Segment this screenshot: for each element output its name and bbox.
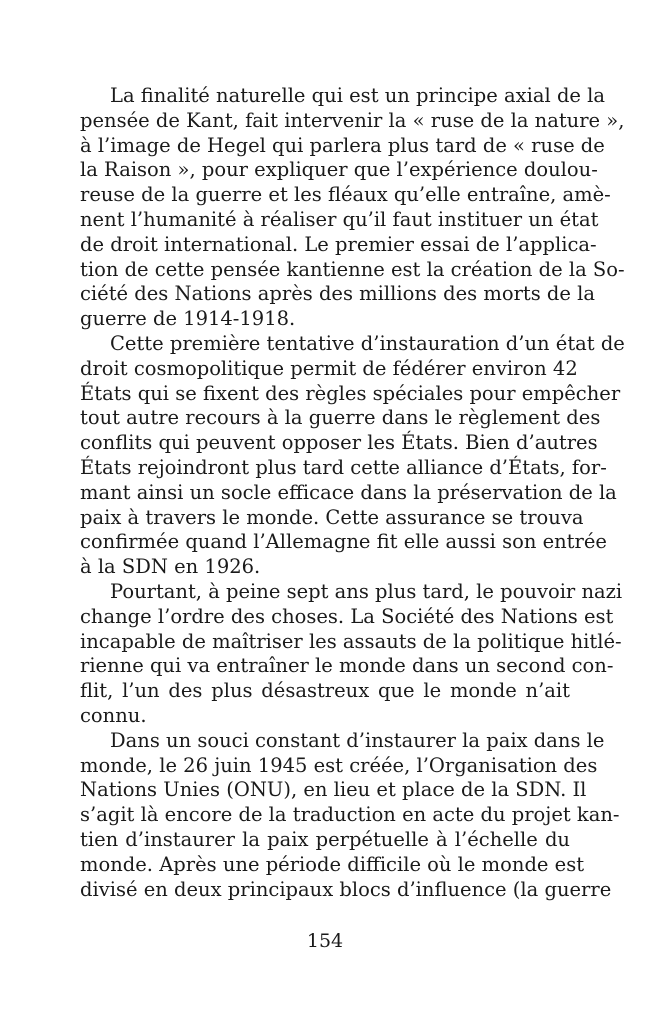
text-line: ciété des Nations après des millions des morts de la xyxy=(80,282,596,306)
text-line: reuse de la guerre et les fléaux qu’elle entraîne, amè- xyxy=(80,183,611,207)
text-line: s’agit là encore de la traduction en acte du projet kan- xyxy=(80,803,620,827)
text-line: mant ainsi un socle efficace dans la préservation de la xyxy=(80,480,617,504)
text-line: monde. Après une période difficile où le monde est xyxy=(80,852,585,876)
text-line: de droit international. Le premier essai de l’applica- xyxy=(80,232,597,256)
text-line: rienne qui va entraîner le monde dans un second con- xyxy=(80,654,614,678)
text-line: monde, le 26 juin 1945 est créée, l’Organisation des xyxy=(80,753,598,777)
text-line: Pourtant, à peine sept ans plus tard, le pouvoir nazi xyxy=(110,579,623,603)
text-line: pensée de Kant, fait intervenir la « ruse de la nature », xyxy=(80,108,625,132)
text-line: tout autre recours à la guerre dans le règlement des xyxy=(80,406,601,430)
page-number: 154 xyxy=(306,930,344,952)
text-line: Dans un souci constant d’instaurer la paix dans le xyxy=(110,728,605,752)
text-line: États qui se fixent des règles spéciales pour empêcher xyxy=(80,381,621,405)
text-line: confirmée quand l’Allemagne fit elle aussi son entrée xyxy=(80,530,607,554)
text-line: droit cosmopolitique permit de fédérer environ 42 xyxy=(80,356,578,380)
text-line: États rejoindront plus tard cette alliance d’États, for- xyxy=(80,455,607,479)
text-line: nent l’humanité à réaliser qu’il faut instituer un état xyxy=(80,207,599,231)
paragraph xyxy=(80,84,625,332)
text-line: incapable de maîtriser les assauts de la politique hitlé- xyxy=(80,629,622,653)
text-line: flit, l’un des plus désastreux que le monde n’ait xyxy=(80,679,570,703)
text-line: La finalité naturelle qui est un principe axial de la xyxy=(110,84,606,107)
text-line: connu. xyxy=(80,703,147,727)
paragraph xyxy=(80,579,623,729)
text-line: change l’ordre des choses. La Société des Nations est xyxy=(80,604,614,628)
text-line: tion de cette pensée kantienne est la création de la So- xyxy=(80,257,625,281)
text-line: Nations Unies (ONU), en lieu et place de la SDN. Il xyxy=(80,778,587,802)
text-line: paix à travers le monde. Cette assurance se trouva xyxy=(80,505,584,529)
page-body xyxy=(80,84,625,984)
text-line: guerre de 1914-1918. xyxy=(80,307,296,331)
paragraph xyxy=(80,331,625,580)
text-line: divisé en deux principaux blocs d’influence (la guerre xyxy=(80,877,612,901)
text-line: tien d’instaurer la paix perpétuelle à l’échelle du xyxy=(80,827,570,851)
text-line: à la SDN en 1926. xyxy=(80,555,261,579)
paragraph xyxy=(80,728,620,903)
text-line: conflits qui peuvent opposer les États. Bien d’autres xyxy=(80,431,598,455)
text-line: la Raison », pour expliquer que l’expérience doulou- xyxy=(80,158,598,182)
text-line: Cette première tentative d’instauration d’un état de xyxy=(110,331,625,355)
text-line: à l’image de Hegel qui parlera plus tard de « ruse de xyxy=(80,133,605,157)
